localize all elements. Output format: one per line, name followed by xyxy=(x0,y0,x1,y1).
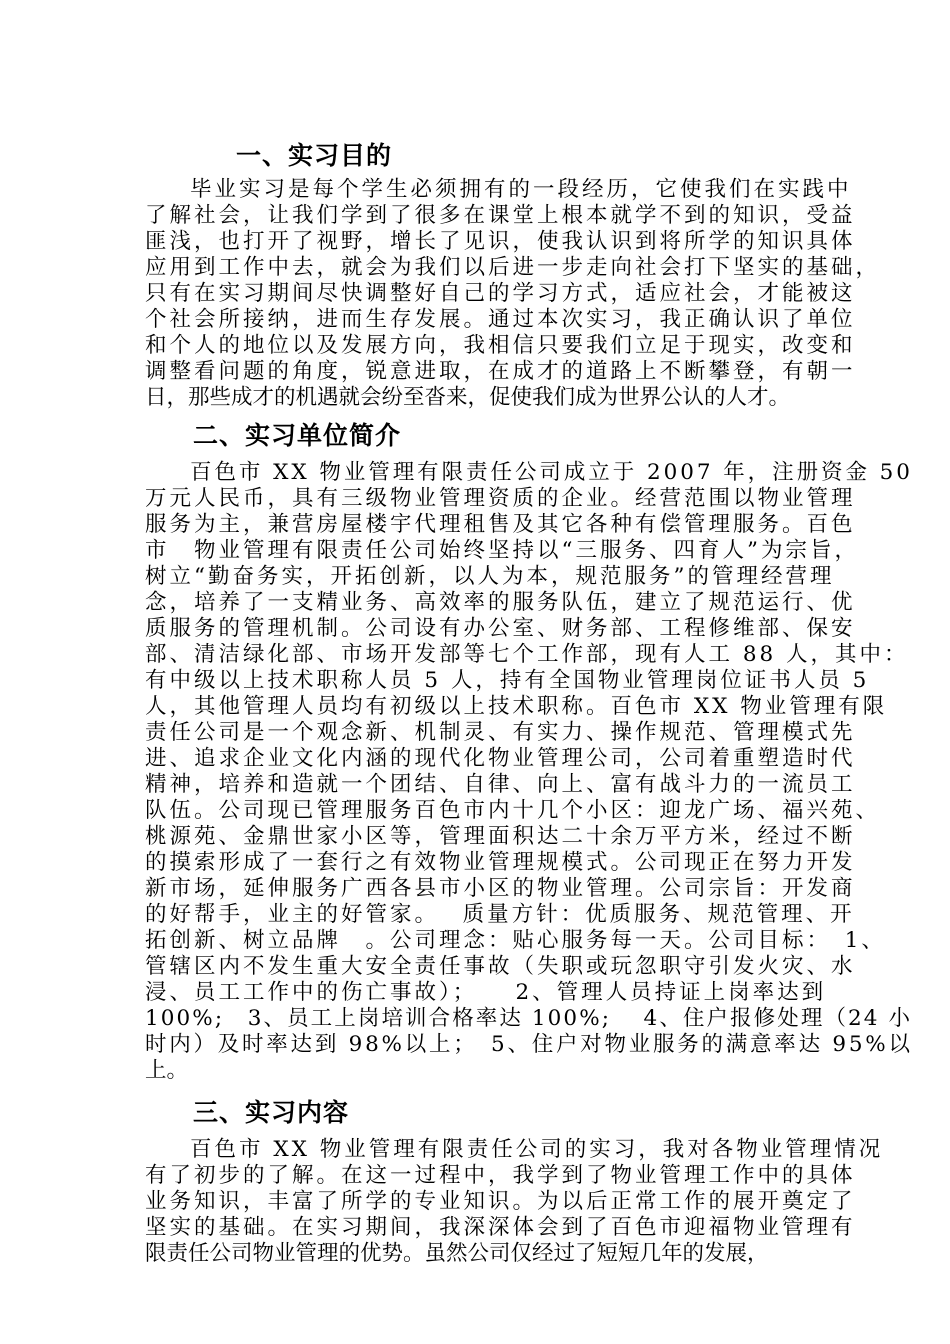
paragraph-line: 上。 xyxy=(145,1058,189,1083)
paragraph-line: 念，培养了一支精业务、高效率的服务队伍，建立了规范运行、优 xyxy=(145,590,856,615)
paragraph-line: 的好帮手，业主的好管家。 质量方针：优质服务、规范管理、开 xyxy=(145,902,855,927)
paragraph-line: 部、清洁绿化部、市场开发部等七个工作部，现有人工 88 人，其中： xyxy=(145,642,909,667)
paragraph-line: 浸、员工工作中的伤亡事故）； 2、管理人员持证上岗率达到 xyxy=(145,980,827,1005)
paragraph-line: 进、追求企业文化内涵的现代化物业管理公司，公司着重塑造时代 xyxy=(145,746,856,771)
paragraph-line: 坚实的基础。在实习期间，我深深体会到了百色市迎福物业管理有 xyxy=(145,1215,856,1240)
paragraph-line: 百色市 XX 物业管理有限责任公司的实习，我对各物业管理情况 xyxy=(190,1137,884,1162)
paragraph-line: 万元人民币，具有三级物业管理资质的企业。经营范围以物业管理 xyxy=(145,486,856,511)
paragraph-line: 树立“勤奋务实，开拓创新，以人为本，规范服务”的管理经营理 xyxy=(145,564,835,589)
paragraph-line: 人，其他管理人员均有初级以上技术职称。百色市 XX 物业管理有限 xyxy=(145,694,888,719)
paragraph-line: 毕业实习是每个学生必须拥有的一段经历，它使我们在实践中 xyxy=(190,177,852,202)
paragraph-line: 的摸索形成了一套行之有效物业管理规模式。公司现正在努力开发 xyxy=(145,850,856,875)
paragraph-line: 了解社会，让我们学到了很多在课堂上根本就学不到的知识，受益 xyxy=(145,203,856,228)
paragraph-line: 新市场，延伸服务广西各县市小区的物业管理。公司宗旨：开发商 xyxy=(145,876,856,901)
paragraph-line: 限责任公司物业管理的优势。虽然公司仅经过了短短几年的发展， xyxy=(145,1241,769,1266)
paragraph-line: 调整看问题的角度，锐意进取，在成才的道路上不断攀登，有朝一 xyxy=(145,359,856,384)
section-heading: 二、实习单位简介 xyxy=(193,421,402,450)
section-heading: 三、实习内容 xyxy=(193,1098,350,1127)
paragraph-line: 责任公司是一个观念新、机制灵、有实力、操作规范、管理模式先 xyxy=(145,720,856,745)
paragraph-line: 市 物业管理有限责任公司始终坚持以“三服务、四育人”为宗旨， xyxy=(145,538,859,563)
paragraph-line: 只有在实习期间尽快调整好自己的学习方式，适应社会，才能被这 xyxy=(145,281,856,306)
paragraph-line: 队伍。公司现已管理服务百色市内十几个小区：迎龙广场、福兴苑、 xyxy=(145,798,881,823)
paragraph-line: 时内）及时率达到 98%以上； 5、住户对物业服务的满意率达 95%以 xyxy=(145,1032,913,1057)
paragraph-line: 拓创新、树立品牌 。公司理念：贴心服务每一天。公司目标： 1、 xyxy=(145,928,886,953)
paragraph-line: 管辖区内不发生重大安全责任事故（失职或玩忽职守引发火灾、水 xyxy=(145,954,856,979)
paragraph-line: 应用到工作中去，就会为我们以后进一步走向社会打下坚实的基础， xyxy=(145,255,881,280)
paragraph-line: 服务为主，兼营房屋楼宇代理租售及其它各种有偿管理服务。百色 xyxy=(145,512,856,537)
paragraph-line: 质服务的管理机制。公司设有办公室、财务部、工程修维部、保安 xyxy=(145,616,856,641)
paragraph-line: 有中级以上技术职称人员 5 人，持有全国物业管理岗位证书人员 5 xyxy=(145,668,870,693)
paragraph-line: 有了初步的了解。在这一过程中，我学到了物业管理工作中的具体 xyxy=(145,1163,856,1188)
paragraph-line: 个社会所接纳，进而生存发展。通过本次实习，我正确认识了单位 xyxy=(145,307,856,332)
section-heading: 一、实习目的 xyxy=(236,141,393,170)
paragraph-line: 日，那些成才的机遇就会纷至沓来，促使我们成为世界公认的人才。 xyxy=(145,385,791,410)
paragraph-line: 匪浅，也打开了视野，增长了见识，使我认识到将所学的知识具体 xyxy=(145,229,856,254)
paragraph-line: 和个人的地位以及发展方向，我相信只要我们立足于现实，改变和 xyxy=(145,333,856,358)
paragraph-line: 桃源苑、金鼎世家小区等，管理面积达二十余万平方米，经过不断 xyxy=(145,824,856,849)
paragraph-line: 业务知识，丰富了所学的专业知识。为以后正常工作的展开奠定了 xyxy=(145,1189,856,1214)
paragraph-line: 精神，培养和造就一个团结、自律、向上、富有战斗力的一流员工 xyxy=(145,772,856,797)
paragraph-line: 100%; 3、员工上岗培训合格率达 100%; 4、住户报修处理（24 小 xyxy=(145,1006,913,1031)
paragraph-line: 百色市 XX 物业管理有限责任公司成立于 2007 年，注册资金 50 xyxy=(190,460,913,485)
